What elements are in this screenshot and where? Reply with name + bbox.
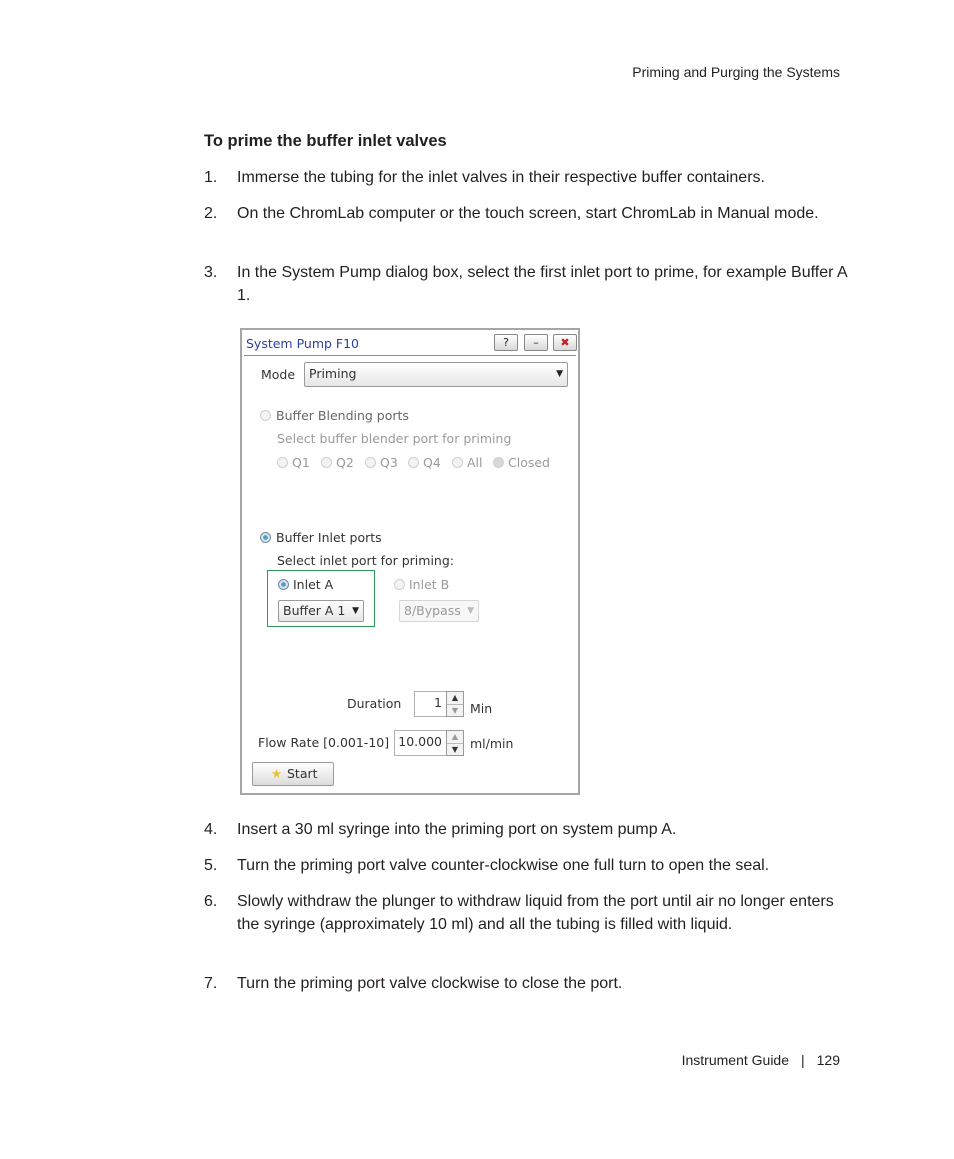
- inlet-b-value: 8/Bypass: [404, 603, 461, 618]
- q1-label: Q1: [292, 455, 310, 470]
- inlet-a-value: Buffer A 1: [283, 603, 346, 618]
- page-number: 129: [816, 1052, 840, 1068]
- flow-rate-input[interactable]: 10.000: [394, 730, 446, 756]
- step-number: 2.: [204, 205, 218, 222]
- duration-input[interactable]: 1: [414, 691, 446, 717]
- inlet-a-radio[interactable]: [278, 579, 289, 590]
- footer-separator: |: [801, 1052, 805, 1068]
- blending-radio[interactable]: [260, 410, 271, 421]
- system-pump-dialog: [240, 328, 580, 795]
- section-heading: To prime the buffer inlet valves: [204, 132, 447, 150]
- closed-radio[interactable]: [493, 457, 504, 468]
- all-label: All: [467, 455, 483, 470]
- duration-unit: Min: [470, 701, 493, 716]
- inlet-b-label: Inlet B: [409, 577, 450, 592]
- flow-rate-label: Flow Rate [0.001-10]: [258, 735, 390, 750]
- q4-radio[interactable]: [408, 457, 419, 468]
- blending-hint: Select buffer blender port for priming: [277, 431, 512, 446]
- start-button[interactable]: [252, 762, 334, 786]
- q2-radio[interactable]: [321, 457, 332, 468]
- blending-label: Buffer Blending ports: [276, 408, 409, 423]
- step-text: Insert a 30 ml syringe into the priming port on system pump A.: [237, 821, 677, 838]
- duration-label: Duration: [347, 696, 402, 711]
- flow-rate-unit: ml/min: [470, 736, 514, 751]
- inlet-b-select[interactable]: [399, 600, 479, 622]
- page-footer: [600, 1052, 840, 1068]
- dialog-title: System Pump F10: [246, 336, 360, 351]
- title-divider: [244, 355, 576, 356]
- close-button[interactable]: ✖: [553, 334, 577, 351]
- start-label: Start: [287, 766, 318, 781]
- inlet-ports-radio[interactable]: [260, 532, 271, 543]
- step-text: Immerse the tubing for the inlet valves in their respective buffer containers.: [237, 169, 765, 186]
- stepper-up-icon[interactable]: ▲: [447, 731, 463, 744]
- step-text: Turn the priming port valve clockwise to close the port.: [237, 975, 623, 992]
- q3-label: Q3: [380, 455, 398, 470]
- mode-value: Priming: [309, 366, 357, 381]
- step-number: 5.: [204, 857, 218, 874]
- step-number: 6.: [204, 893, 218, 910]
- step-number: 4.: [204, 821, 218, 838]
- closed-label: Closed: [508, 455, 550, 470]
- all-radio[interactable]: [452, 457, 463, 468]
- inlet-a-select[interactable]: [278, 600, 364, 622]
- duration-stepper[interactable]: [446, 691, 464, 717]
- help-button[interactable]: ?: [494, 334, 518, 351]
- star-icon: ★: [271, 766, 283, 781]
- inlet-hint: Select inlet port for priming:: [277, 553, 454, 568]
- running-header: Priming and Purging the Systems: [632, 64, 840, 80]
- step-number: 7.: [204, 975, 218, 992]
- flow-rate-stepper[interactable]: [446, 730, 464, 756]
- stepper-down-icon[interactable]: ▼: [451, 706, 459, 715]
- step-text: On the ChromLab computer or the touch screen, start ChromLab in Manual mode.: [237, 205, 819, 222]
- step-number: 3.: [204, 264, 218, 281]
- step-text: In the System Pump dialog box, select the first inlet port to prime, for example Buffer A 1.: [237, 264, 847, 304]
- q3-radio[interactable]: [365, 457, 376, 468]
- chevron-down-icon: ▼: [467, 606, 474, 616]
- q1-radio[interactable]: [277, 457, 288, 468]
- step-text: Turn the priming port valve counter-clockwise one full turn to open the seal.: [237, 857, 770, 874]
- q2-label: Q2: [336, 455, 354, 470]
- inlet-b-radio[interactable]: [394, 579, 405, 590]
- stepper-down-icon[interactable]: ▼: [451, 745, 459, 754]
- mode-label: Mode: [261, 367, 296, 382]
- inlet-ports-label: Buffer Inlet ports: [276, 530, 382, 545]
- stepper-up-icon[interactable]: ▲: [447, 692, 463, 705]
- q4-label: Q4: [423, 455, 441, 470]
- step-text: Slowly withdraw the plunger to withdraw liquid from the port until air no longer enters the syringe (approximately 10 ml) and all the tubing is filled with liquid.: [237, 893, 834, 933]
- mode-select[interactable]: [304, 362, 568, 387]
- inlet-a-label: Inlet A: [293, 577, 334, 592]
- chevron-down-icon: ▼: [556, 369, 563, 379]
- step-number: 1.: [204, 169, 218, 186]
- guide-name: Instrument Guide: [681, 1052, 789, 1068]
- minimize-button[interactable]: –: [524, 334, 548, 351]
- chevron-down-icon: ▼: [352, 606, 359, 616]
